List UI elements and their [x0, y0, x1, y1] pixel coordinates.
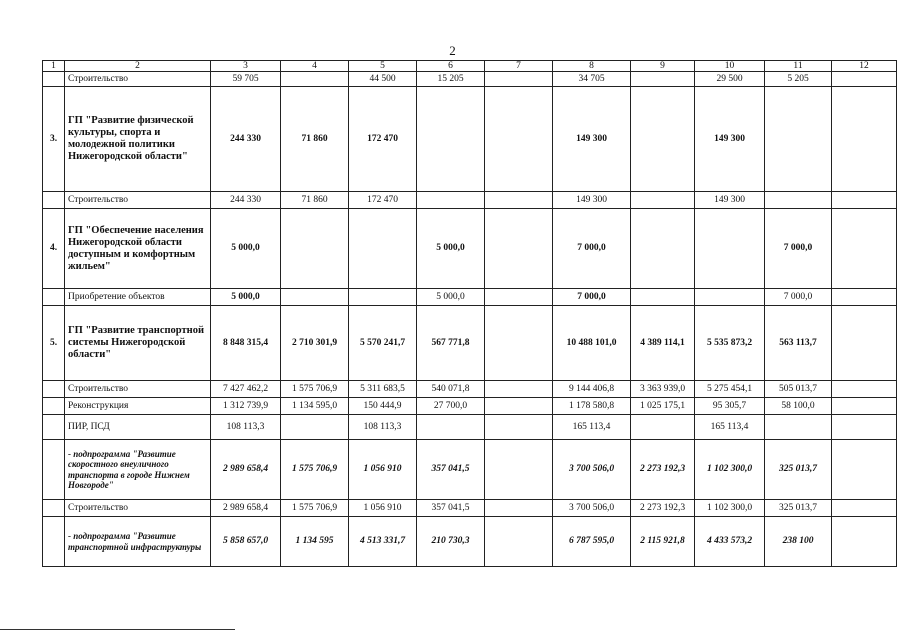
value-cell-c8: 3 700 506,0: [553, 440, 631, 500]
value-cell-c4: [281, 289, 349, 306]
value-cell-c12: [832, 306, 897, 381]
value-cell-c6: 5 000,0: [417, 209, 485, 289]
value-cell-c6: 5 000,0: [417, 289, 485, 306]
row-number-cell: [43, 381, 65, 398]
value-cell-c12: [832, 72, 897, 87]
value-cell-c11: 5 205: [765, 72, 832, 87]
table-row: [43, 500, 897, 517]
row-number-cell: [43, 440, 65, 500]
value-cell-c9: 2 273 192,3: [631, 440, 695, 500]
row-number-cell: 3.: [43, 87, 65, 192]
value-cell-c5: 150 444,9: [349, 398, 417, 415]
value-cell-c10: 1 102 300,0: [695, 440, 765, 500]
value-cell-c7: [485, 500, 553, 517]
row-number-cell: [43, 289, 65, 306]
value-cell-c6: 357 041,5: [417, 500, 485, 517]
row-name-cell: Реконструкция: [65, 398, 211, 415]
value-cell-c11: 58 100,0: [765, 398, 832, 415]
column-number: 5: [349, 61, 417, 72]
value-cell-c10: 165 113,4: [695, 415, 765, 440]
value-cell-c3: 5 000,0: [211, 289, 281, 306]
column-number: 9: [631, 61, 695, 72]
value-cell-c7: [485, 517, 553, 567]
value-cell-c11: 7 000,0: [765, 289, 832, 306]
value-cell-c7: [485, 192, 553, 209]
value-cell-c3: 108 113,3: [211, 415, 281, 440]
value-cell-c12: [832, 289, 897, 306]
value-cell-c5: 1 056 910: [349, 440, 417, 500]
value-cell-c7: [485, 398, 553, 415]
value-cell-c4: 1 575 706,9: [281, 500, 349, 517]
value-cell-c5: 172 470: [349, 192, 417, 209]
value-cell-c11: 563 113,7: [765, 306, 832, 381]
value-cell-c9: 1 025 175,1: [631, 398, 695, 415]
column-number: 12: [832, 61, 897, 72]
value-cell-c6: [417, 192, 485, 209]
value-cell-c4: [281, 209, 349, 289]
row-name-cell: - подпрограмма "Развитие транспортной инфраструктуры: [65, 517, 211, 567]
row-number-cell: [43, 192, 65, 209]
row-name-cell: Строительство: [65, 72, 211, 87]
value-cell-c10: 4 433 573,2: [695, 517, 765, 567]
value-cell-c4: 71 860: [281, 192, 349, 209]
value-cell-c4: 1 134 595,0: [281, 398, 349, 415]
value-cell-c5: 4 513 331,7: [349, 517, 417, 567]
column-number-row: [43, 61, 897, 72]
value-cell-c6: [417, 87, 485, 192]
program-row: [43, 306, 897, 381]
column-number: 8: [553, 61, 631, 72]
column-number: 2: [65, 61, 211, 72]
value-cell-c12: [832, 209, 897, 289]
value-cell-c8: 3 700 506,0: [553, 500, 631, 517]
value-cell-c9: [631, 289, 695, 306]
row-number-cell: [43, 72, 65, 87]
row-name-cell: ГП "Развитие транспортной системы Нижегородской области": [65, 306, 211, 381]
column-number: 1: [43, 61, 65, 72]
value-cell-c8: 165 113,4: [553, 415, 631, 440]
value-cell-c8: 149 300: [553, 192, 631, 209]
table-row: [43, 415, 897, 440]
value-cell-c9: 4 389 114,1: [631, 306, 695, 381]
value-cell-c5: [349, 209, 417, 289]
table-row: [43, 289, 897, 306]
value-cell-c12: [832, 415, 897, 440]
value-cell-c4: [281, 72, 349, 87]
value-cell-c11: [765, 415, 832, 440]
value-cell-c10: [695, 289, 765, 306]
value-cell-c6: 210 730,3: [417, 517, 485, 567]
value-cell-c7: [485, 415, 553, 440]
program-row: [43, 87, 897, 192]
value-cell-c7: [485, 306, 553, 381]
value-cell-c7: [485, 381, 553, 398]
value-cell-c3: 244 330: [211, 192, 281, 209]
table-row: [43, 192, 897, 209]
column-number: 11: [765, 61, 832, 72]
value-cell-c11: [765, 192, 832, 209]
value-cell-c4: 1 575 706,9: [281, 440, 349, 500]
value-cell-c10: 5 535 873,2: [695, 306, 765, 381]
value-cell-c3: 1 312 739,9: [211, 398, 281, 415]
value-cell-c9: [631, 415, 695, 440]
value-cell-c8: 7 000,0: [553, 209, 631, 289]
footnote-separator: [0, 629, 235, 630]
value-cell-c3: 7 427 462,2: [211, 381, 281, 398]
value-cell-c11: 7 000,0: [765, 209, 832, 289]
value-cell-c3: 8 848 315,4: [211, 306, 281, 381]
value-cell-c12: [832, 192, 897, 209]
value-cell-c5: 1 056 910: [349, 500, 417, 517]
value-cell-c12: [832, 440, 897, 500]
value-cell-c4: 71 860: [281, 87, 349, 192]
value-cell-c7: [485, 209, 553, 289]
row-name-cell: Строительство: [65, 500, 211, 517]
budget-table: [42, 60, 897, 567]
value-cell-c3: 5 000,0: [211, 209, 281, 289]
row-name-cell: Строительство: [65, 381, 211, 398]
value-cell-c9: [631, 209, 695, 289]
table-row: [43, 381, 897, 398]
row-number-cell: 4.: [43, 209, 65, 289]
row-name-cell: ГП "Обеспечение населения Нижегородской области доступным и комфортным жильем": [65, 209, 211, 289]
value-cell-c4: 2 710 301,9: [281, 306, 349, 381]
column-number: 7: [485, 61, 553, 72]
row-number-cell: [43, 517, 65, 567]
value-cell-c8: 10 488 101,0: [553, 306, 631, 381]
value-cell-c9: 3 363 939,0: [631, 381, 695, 398]
value-cell-c5: 44 500: [349, 72, 417, 87]
value-cell-c11: 505 013,7: [765, 381, 832, 398]
value-cell-c9: [631, 192, 695, 209]
value-cell-c12: [832, 398, 897, 415]
value-cell-c12: [832, 87, 897, 192]
value-cell-c9: 2 115 921,8: [631, 517, 695, 567]
row-name-cell: - подпрограмма "Развитие скоростного внеуличного транспорта в городе Нижнем Новгороде": [65, 440, 211, 500]
column-number: 4: [281, 61, 349, 72]
value-cell-c3: 2 989 658,4: [211, 500, 281, 517]
value-cell-c8: 149 300: [553, 87, 631, 192]
value-cell-c5: 108 113,3: [349, 415, 417, 440]
table-row: [43, 398, 897, 415]
value-cell-c4: 1 575 706,9: [281, 381, 349, 398]
row-name-cell: ГП "Развитие физической культуры, спорта и молодежной политики Нижегородской области": [65, 87, 211, 192]
subprogram-row: [43, 517, 897, 567]
row-name-cell: ПИР, ПСД: [65, 415, 211, 440]
value-cell-c10: 95 305,7: [695, 398, 765, 415]
row-number-cell: [43, 500, 65, 517]
column-number: 3: [211, 61, 281, 72]
value-cell-c10: [695, 209, 765, 289]
value-cell-c3: 2 989 658,4: [211, 440, 281, 500]
row-number-cell: [43, 415, 65, 440]
value-cell-c9: 2 273 192,3: [631, 500, 695, 517]
program-row: [43, 209, 897, 289]
value-cell-c8: 34 705: [553, 72, 631, 87]
value-cell-c10: 149 300: [695, 192, 765, 209]
value-cell-c6: 15 205: [417, 72, 485, 87]
value-cell-c6: 540 071,8: [417, 381, 485, 398]
row-name-cell: Приобретение объектов: [65, 289, 211, 306]
value-cell-c11: 238 100: [765, 517, 832, 567]
row-name-cell: Строительство: [65, 192, 211, 209]
value-cell-c9: [631, 87, 695, 192]
value-cell-c6: 357 041,5: [417, 440, 485, 500]
page-number: 2: [449, 43, 456, 58]
value-cell-c4: [281, 415, 349, 440]
value-cell-c10: 1 102 300,0: [695, 500, 765, 517]
value-cell-c12: [832, 500, 897, 517]
value-cell-c5: 5 311 683,5: [349, 381, 417, 398]
value-cell-c5: 5 570 241,7: [349, 306, 417, 381]
value-cell-c7: [485, 87, 553, 192]
value-cell-c6: 567 771,8: [417, 306, 485, 381]
value-cell-c8: 1 178 580,8: [553, 398, 631, 415]
value-cell-c8: 6 787 595,0: [553, 517, 631, 567]
row-number-cell: 5.: [43, 306, 65, 381]
value-cell-c10: 29 500: [695, 72, 765, 87]
value-cell-c12: [832, 517, 897, 567]
value-cell-c7: [485, 440, 553, 500]
value-cell-c12: [832, 381, 897, 398]
value-cell-c11: 325 013,7: [765, 500, 832, 517]
value-cell-c5: 172 470: [349, 87, 417, 192]
value-cell-c7: [485, 289, 553, 306]
value-cell-c3: 244 330: [211, 87, 281, 192]
value-cell-c3: 59 705: [211, 72, 281, 87]
value-cell-c8: 9 144 406,8: [553, 381, 631, 398]
value-cell-c9: [631, 72, 695, 87]
value-cell-c11: 325 013,7: [765, 440, 832, 500]
column-number: 10: [695, 61, 765, 72]
value-cell-c10: 5 275 454,1: [695, 381, 765, 398]
value-cell-c11: [765, 87, 832, 192]
table-row: [43, 72, 897, 87]
value-cell-c8: 7 000,0: [553, 289, 631, 306]
value-cell-c4: 1 134 595: [281, 517, 349, 567]
value-cell-c6: 27 700,0: [417, 398, 485, 415]
value-cell-c7: [485, 72, 553, 87]
value-cell-c3: 5 858 657,0: [211, 517, 281, 567]
value-cell-c6: [417, 415, 485, 440]
row-number-cell: [43, 398, 65, 415]
column-number: 6: [417, 61, 485, 72]
value-cell-c10: 149 300: [695, 87, 765, 192]
subprogram-row: [43, 440, 897, 500]
value-cell-c5: [349, 289, 417, 306]
